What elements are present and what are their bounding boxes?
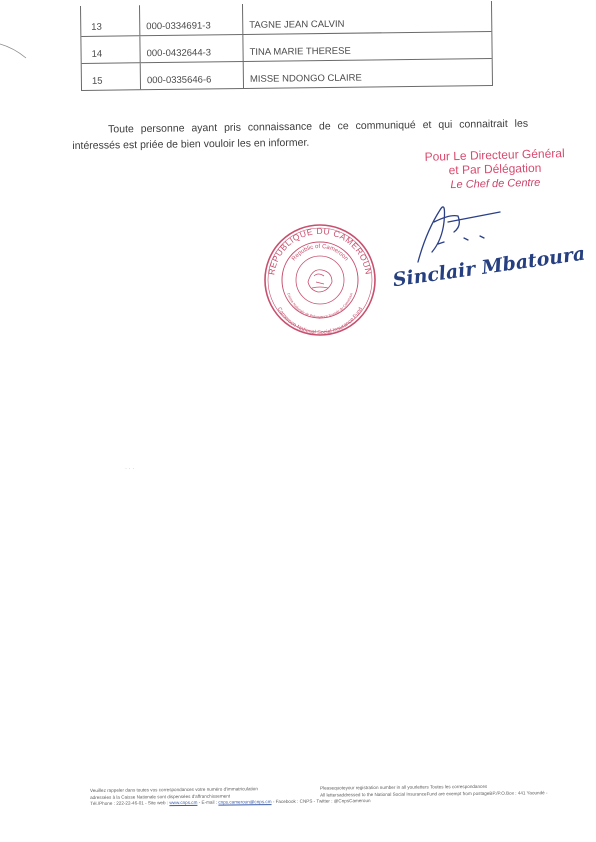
- stamp-inner-bottom-text: Caisse Nationale de Prévoyance Sociale du Cameroun: [286, 292, 354, 320]
- footer: [90, 783, 560, 807]
- svg-text:Caisse Nationale de Prévoyance: [286, 292, 353, 319]
- signatory-name: Sinclair Mbatoura: [391, 242, 587, 292]
- footer-left-line1: Veuillez rappeler dans toutes vos correspondances votre numéro d'immatriculation: [90, 786, 258, 793]
- person-name: TINA MARIE THERESE: [249, 45, 351, 58]
- row-number: 15: [82, 63, 141, 90]
- registration-id: 000-0432644-3: [140, 35, 243, 62]
- signature-title-line1: Pour Le Directeur Général: [424, 146, 565, 164]
- row-number: 14: [81, 36, 140, 63]
- footer-phone: Tél./Phone : 222-22-46-01 - Site web :: [90, 800, 170, 806]
- footer-left-line2: adressées à la Caisse Nationale sont dispensées d'affranchissement: [90, 793, 231, 800]
- table-row: [82, 59, 492, 91]
- stray-dots: · · ·: [125, 466, 135, 472]
- footer-email-label: - E-mail :: [197, 799, 219, 805]
- signature-title-line2: et Par Délégation: [448, 160, 542, 178]
- stamp-inner-top-text: Republic of Cameroon: [291, 243, 349, 263]
- row-number: 13: [81, 5, 140, 36]
- footer-right-line2: All lettersaddressed to the National Social InsuranceFund are exempt from postageBP./P.O.Box : 441 Yaoundé -: [320, 789, 548, 798]
- footer-social: - Facebook : CNPS - Twitter : @CnpsCameroun: [271, 798, 371, 805]
- svg-text:Republic of Cameroon: [291, 244, 349, 262]
- margin-mark: [0, 30, 40, 60]
- registration-id: 000-0335646-6: [141, 62, 244, 89]
- stamp-outer-top-text: REPUBLIQUE DU CAMEROUN: [266, 225, 374, 276]
- signature-title-line3: Le Chef de Centre: [450, 176, 541, 192]
- notice-paragraph: Toute personne ayant pris connaissance de ce communiqué et qui connaitrait les intéressés est priée de bien vouloir les en informer.: [72, 117, 529, 152]
- footer-website-link[interactable]: www.cnps.cm: [169, 799, 198, 806]
- table-row: [81, 1, 491, 37]
- official-stamp: [262, 222, 378, 338]
- footer-email-link[interactable]: cnps.cameroun@cnps.cm: [218, 799, 272, 805]
- svg-text:Cameroon National Social Insur: [276, 306, 364, 336]
- footer-right-line1: Pleasequoteyour registration number in all yourletters Toutes les correspondances: [319, 783, 488, 791]
- stamp-emblem-icon: [308, 270, 332, 292]
- registration-table: [80, 1, 493, 91]
- person-name: MISSE NDONGO CLAIRE: [249, 72, 362, 85]
- signature-block: [419, 146, 570, 192]
- svg-text:REPUBLIQUE DU CAMEROUN: [266, 226, 374, 276]
- stamp-outer-bottom-text: Cameroon National Social Insurance Fund: [275, 306, 365, 337]
- person-name: TAGNE JEAN CALVIN: [249, 18, 345, 31]
- registration-id: 000-0334691-3: [140, 4, 243, 35]
